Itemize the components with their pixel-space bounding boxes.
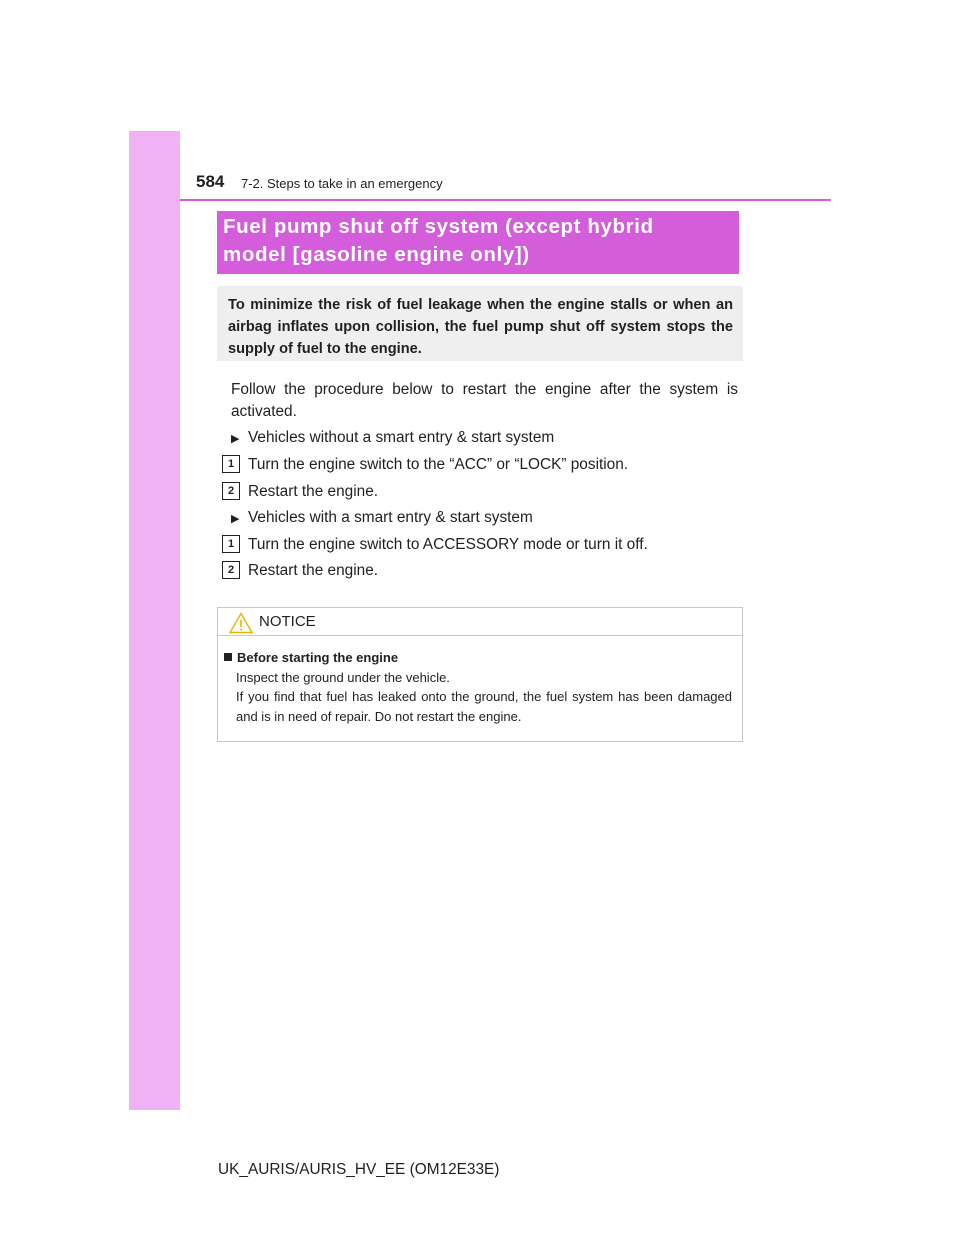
procedure-paragraph: Follow the procedure below to restart the engine after the system is activated. xyxy=(231,381,738,420)
step-item xyxy=(222,562,378,580)
step-text: Restart the engine. xyxy=(248,483,379,501)
section-title-line-1: Fuel pump shut off system (except hybrid xyxy=(223,215,654,238)
warning-triangle-icon xyxy=(229,612,253,634)
square-bullet-icon xyxy=(224,653,232,661)
step-item xyxy=(222,456,628,474)
notice-subheading xyxy=(224,648,732,668)
page-number: 584 xyxy=(196,172,225,191)
group-heading-label: Vehicles without a smart entry & start system xyxy=(248,429,555,446)
notice-body xyxy=(224,648,732,726)
section-reference: 7-2. Steps to take in an emergency xyxy=(241,176,443,191)
document-footer-code: UK_AURIS/AURIS_HV_EE (OM12E33E) xyxy=(218,1161,500,1178)
step-number-badge: 2 xyxy=(222,482,240,500)
step-item xyxy=(222,536,648,554)
section-title xyxy=(217,211,739,274)
notice-box xyxy=(217,607,743,742)
step-item xyxy=(222,483,378,501)
notice-line: Inspect the ground under the vehicle. xyxy=(236,669,450,685)
notice-subheading-text: Before starting the engine xyxy=(237,650,399,665)
intro-summary: To minimize the risk of fuel leakage when the engine stalls or when an airbag inflates upon collision, the fuel pump shut off system stops the supply of fuel to the engine. xyxy=(217,286,743,361)
step-text: Turn the engine switch to ACCESSORY mode or turn it off. xyxy=(248,536,648,554)
section-title-line-2: model [gasoline engine only]) xyxy=(223,243,530,266)
notice-label: NOTICE xyxy=(259,613,316,630)
step-number-badge: 1 xyxy=(222,535,240,553)
notice-header xyxy=(218,608,742,636)
header-divider xyxy=(180,199,831,201)
step-number-badge: 2 xyxy=(222,561,240,579)
step-number-badge: 1 xyxy=(222,455,240,473)
group-heading-without-smart-entry xyxy=(231,429,554,447)
side-color-bar xyxy=(129,131,180,1110)
triangle-bullet-icon: ▶ xyxy=(231,433,240,445)
triangle-bullet-icon: ▶ xyxy=(231,513,240,525)
notice-line: If you find that fuel has leaked onto the ground, the fuel system has been damaged and is in need of repair. Do not restart the engine. xyxy=(236,689,732,724)
group-heading-with-smart-entry xyxy=(231,509,533,527)
group-heading-label: Vehicles with a smart entry & start system xyxy=(248,509,533,526)
step-text: Turn the engine switch to the “ACC” or “LOCK” position. xyxy=(248,456,629,474)
step-text: Restart the engine. xyxy=(248,562,379,580)
